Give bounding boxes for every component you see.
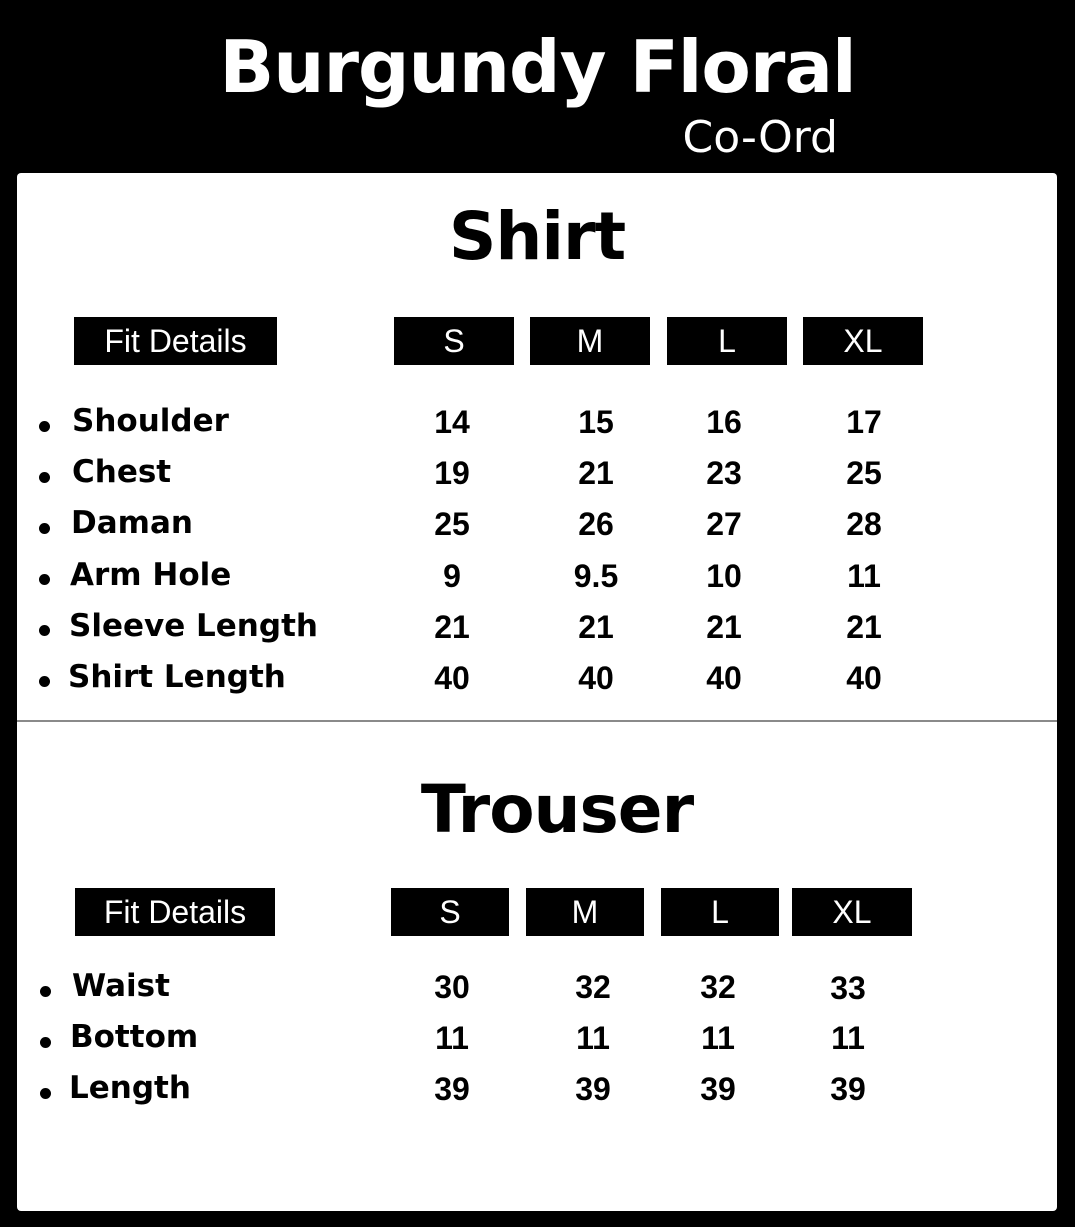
shirt-size-header-xl: XL — [803, 317, 923, 365]
cell-value: 11 — [576, 1020, 610, 1056]
cell-value: 9 — [443, 558, 461, 594]
shirt-size-header-m: M — [530, 317, 650, 365]
size-chart-panel — [17, 173, 1057, 1211]
cell-value: 25 — [434, 506, 470, 542]
trouser-fit-details-header: Fit Details — [75, 888, 275, 936]
row-label: Bottom — [70, 1019, 199, 1055]
trouser-section-title: Trouser — [420, 771, 694, 848]
page-title: Burgundy Floral — [219, 25, 856, 109]
shirt-section-title: Shirt — [448, 198, 626, 275]
cell-value: 40 — [578, 660, 614, 696]
bullet-icon — [39, 676, 50, 687]
cell-value: 19 — [434, 455, 470, 491]
cell-value: 39 — [575, 1071, 611, 1107]
cell-value: 39 — [434, 1071, 470, 1107]
cell-value: 40 — [706, 660, 742, 696]
bullet-icon — [39, 625, 50, 636]
shirt-fit-details-header: Fit Details — [74, 317, 277, 365]
bullet-icon — [39, 421, 50, 432]
cell-value: 21 — [434, 609, 470, 645]
cell-value: 27 — [706, 506, 742, 542]
cell-value: 11 — [847, 558, 881, 594]
cell-value: 21 — [846, 609, 882, 645]
bullet-icon — [40, 986, 51, 997]
cell-value: 40 — [434, 660, 470, 696]
cell-value: 39 — [700, 1071, 736, 1107]
row-label: Shoulder — [72, 403, 229, 439]
bullet-icon — [39, 523, 50, 534]
row-label: Waist — [72, 968, 170, 1004]
cell-value: 11 — [435, 1020, 469, 1056]
row-label: Length — [69, 1070, 191, 1106]
trouser-size-header-m: M — [526, 888, 644, 936]
bullet-icon — [40, 1037, 51, 1048]
trouser-size-header-xl: XL — [792, 888, 912, 936]
shirt-size-header-s: S — [394, 317, 514, 365]
cell-value: 26 — [578, 506, 614, 542]
trouser-size-header-s: S — [391, 888, 509, 936]
row-label: Shirt Length — [68, 659, 286, 695]
cell-value: 30 — [434, 969, 470, 1005]
cell-value: 11 — [831, 1020, 865, 1056]
bullet-icon — [39, 574, 50, 585]
cell-value: 15 — [578, 404, 614, 440]
row-label: Daman — [71, 505, 193, 541]
cell-value: 33 — [830, 970, 866, 1006]
cell-value: 17 — [846, 404, 882, 440]
cell-value: 9.5 — [573, 558, 619, 594]
cell-value: 21 — [706, 609, 742, 645]
bullet-icon — [40, 1088, 51, 1099]
cell-value: 21 — [578, 609, 614, 645]
cell-value: 25 — [846, 455, 882, 491]
cell-value: 32 — [575, 969, 611, 1005]
cell-value: 32 — [700, 969, 736, 1005]
cell-value: 39 — [830, 1071, 866, 1107]
cell-value: 16 — [706, 404, 742, 440]
bullet-icon — [39, 472, 50, 483]
section-divider — [17, 720, 1057, 722]
cell-value: 23 — [706, 455, 742, 491]
row-label: Arm Hole — [70, 557, 232, 593]
cell-value: 11 — [701, 1020, 735, 1056]
trouser-size-header-l: L — [661, 888, 779, 936]
cell-value: 28 — [846, 506, 882, 542]
cell-value: 21 — [578, 455, 614, 491]
row-label: Chest — [72, 454, 172, 490]
shirt-size-header-l: L — [667, 317, 787, 365]
cell-value: 14 — [434, 404, 470, 440]
cell-value: 10 — [706, 558, 742, 594]
cell-value: 40 — [846, 660, 882, 696]
row-label: Sleeve Length — [69, 608, 318, 644]
page-subtitle: Co-Ord — [682, 112, 838, 163]
